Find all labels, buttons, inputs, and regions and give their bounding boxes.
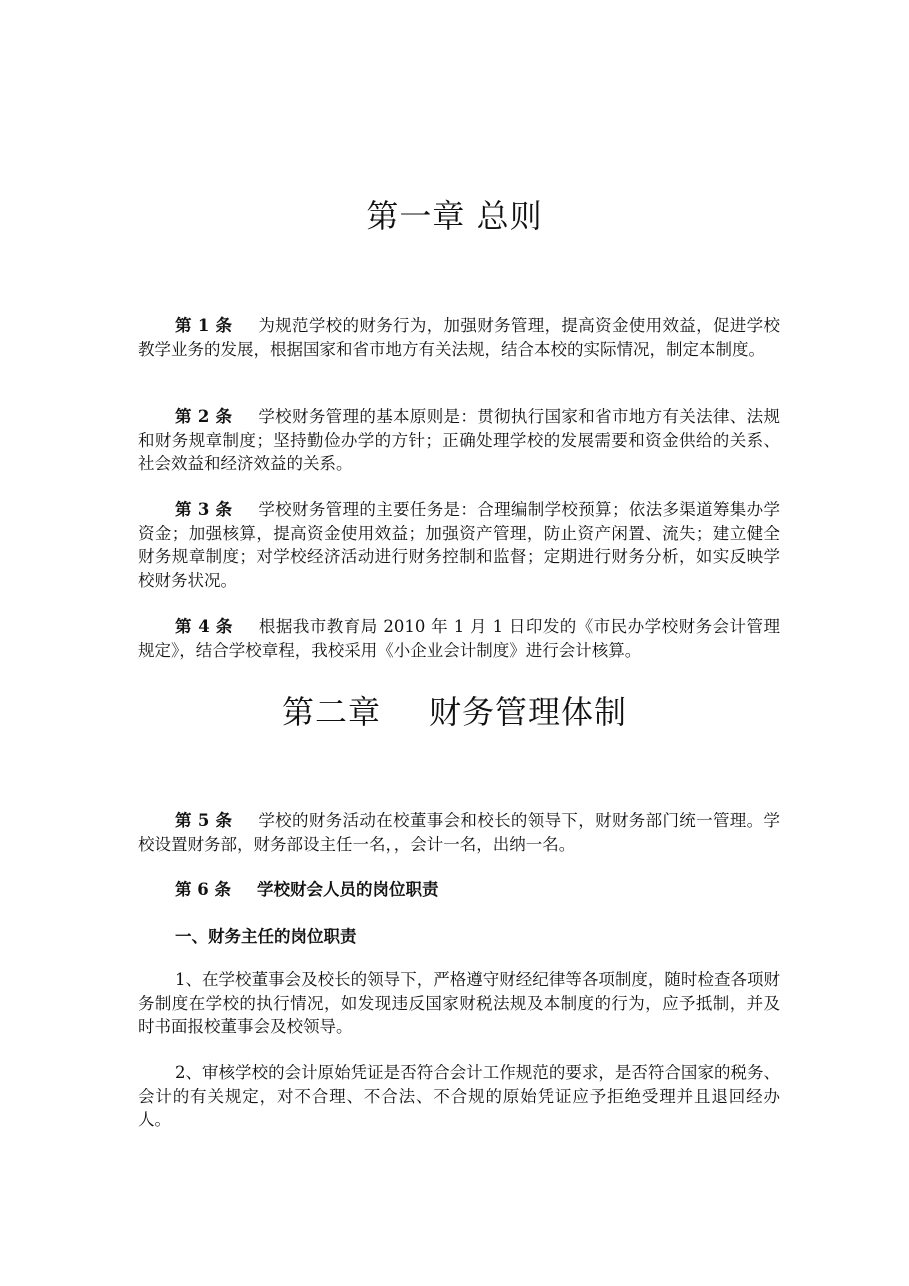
article-text: 学校的财务活动在校董事会和校长的领导下，财财务部门统一管理。学校设置财务部，财务部设主任一名，，会计一名，出纳一名。 (138, 811, 780, 854)
chapter-2-title (0, 692, 909, 732)
article-1 (138, 314, 780, 361)
article-label: 第 6 条 (175, 880, 231, 899)
article-label: 第 2 条 (175, 407, 233, 426)
chapter-2-name: 财务管理体制 (429, 693, 628, 731)
section-1-heading: 一、财务主任的岗位职责 (175, 927, 357, 946)
duty-item: 2、审核学校的会计原始凭证是否符合会计工作规范的要求，是否符合国家的税务、会计的有关规定，对不合理、不合法、不合规的原始凭证应予拒绝受理并且退回经办人。 (138, 1063, 780, 1129)
article-text: 学校财务管理的主要任务是：合理编制学校预算；依法多渠道筹集办学资金；加强核算，提高资金使用效益；加强资产管理，防止资产闲置、流失；建立健全财务规章制度；对学校经济活动进行财务控制和监督；定期进行财务分析，如实反映学校财务状况。 (138, 500, 780, 590)
article-text: 为规范学校的财务行为，加强财务管理，提高资金使用效益，促进学校教学业务的发展，根据国家和省市地方有关法规，结合本校的实际情况，制定本制度。 (138, 316, 780, 359)
article-3 (138, 498, 780, 592)
article-5 (138, 809, 780, 856)
duty-item: 1、在学校董事会及校长的领导下，严格遵守财经纪律等各项制度，随时检查各项财务制度在学校的执行情况，如发现违反国家财税法规及本制度的行为，应予抵制，并及时书面报校董事会及校领导。 (138, 970, 780, 1036)
article-label: 第 3 条 (175, 500, 233, 519)
article-6-heading (175, 878, 438, 902)
article-label: 第 4 条 (175, 617, 233, 636)
article-text: 学校财务管理的基本原则是：贯彻执行国家和省市地方有关法律、法规和财务规章制度；坚持勤俭办学的方针；正确处理学校的发展需要和资金供给的关系、社会效益和经济效益的关系。 (138, 407, 780, 473)
chapter-2-number: 第二章 (281, 693, 381, 731)
article-text: 根据我市教育局 2010 年 1 月 1 日印发的《市民办学校财务会计管理规定》，结合学校章程，我校采用《小企业会计制度》进行会计核算。 (138, 617, 780, 660)
article-label: 第 1 条 (175, 316, 233, 335)
article-4 (138, 615, 780, 662)
article-label: 第 5 条 (175, 811, 233, 830)
article-title: 学校财会人员的岗位职责 (256, 880, 439, 899)
article-2 (138, 405, 780, 476)
chapter-1-title: 第一章 总则 (366, 197, 543, 235)
